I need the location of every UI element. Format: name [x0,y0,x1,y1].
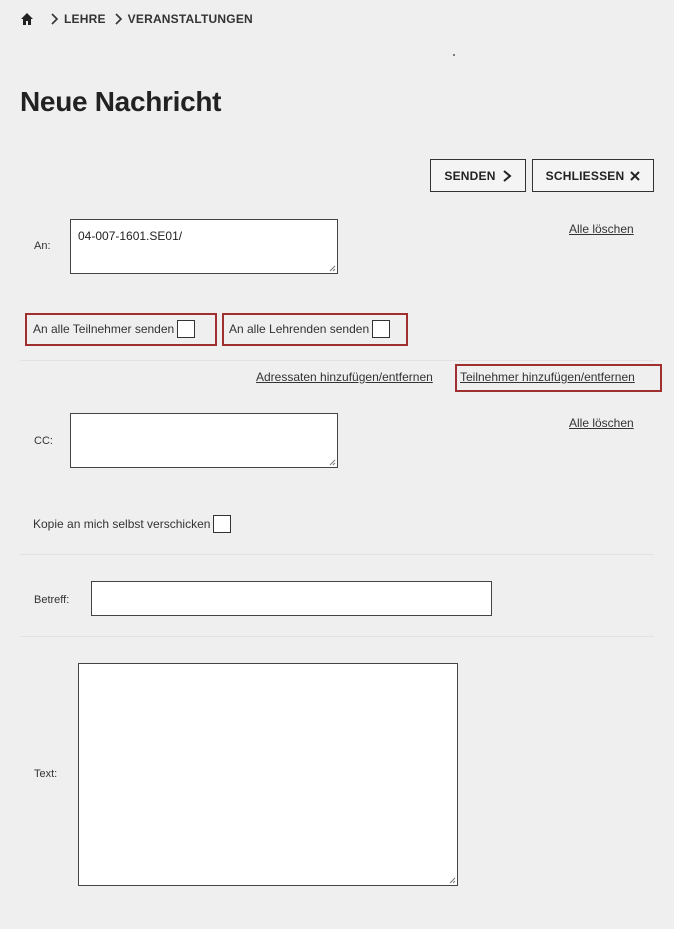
copy-to-self-checkbox[interactable] [213,515,231,533]
subject-label: Betreff: [34,594,70,606]
cc-clear-all-link[interactable]: Alle löschen [569,416,634,430]
send-all-teachers-checkbox[interactable] [372,320,390,338]
resize-grip-icon[interactable] [329,459,336,466]
breadcrumb-item-veranstaltungen[interactable]: VERANSTALTUNGEN [127,12,253,26]
divider [20,554,654,555]
send-all-participants-option[interactable] [33,320,195,338]
cc-label: CC: [34,435,53,447]
page-title: Neue Nachricht [20,86,222,117]
cc-field[interactable] [70,413,338,468]
divider [20,636,654,637]
send-all-participants-label: An alle Teilnehmer senden [33,322,175,336]
send-all-teachers-label: An alle Lehrenden senden [229,322,370,336]
close-button[interactable] [532,159,654,192]
send-button-label: SENDEN [444,168,496,183]
send-all-participants-checkbox[interactable] [177,320,195,338]
breadcrumb-item-lehre[interactable]: LEHRE [64,12,106,26]
to-clear-all-link[interactable]: Alle löschen [569,222,634,236]
close-button-label: SCHLIESSEN [545,168,625,183]
add-remove-recipients-link[interactable]: Adressaten hinzufügen/entfernen [256,370,433,384]
close-icon [630,171,640,181]
chevron-right-icon [48,12,62,26]
to-label: An: [34,240,51,252]
add-remove-participants-link[interactable]: Teilnehmer hinzufügen/entfernen [460,370,635,384]
divider [20,360,654,361]
to-field-value: 04-007-1601.SE01/ [78,229,183,243]
home-icon[interactable] [20,12,34,26]
resize-grip-icon[interactable] [449,877,456,884]
copy-to-self-label: Kopie an mich selbst verschicken [33,517,211,531]
send-button[interactable] [430,159,526,192]
resize-grip-icon[interactable] [329,265,336,272]
breadcrumb [20,10,253,28]
send-all-teachers-option[interactable] [229,320,390,338]
chevron-right-icon [112,12,126,26]
copy-to-self-option[interactable] [33,515,231,533]
subject-input[interactable] [91,581,492,616]
to-field[interactable] [70,219,338,274]
message-body-field[interactable] [78,663,458,886]
stray-dot [453,54,455,56]
chevron-right-icon [502,170,512,182]
text-label: Text: [34,768,58,780]
